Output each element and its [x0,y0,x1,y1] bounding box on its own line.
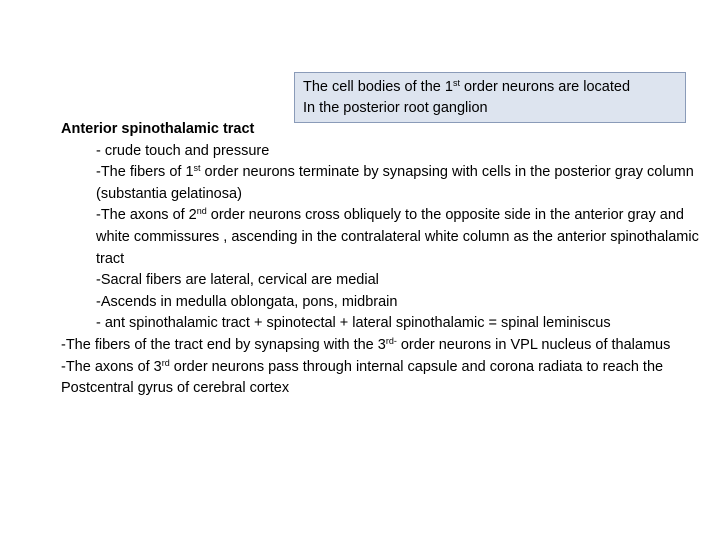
callout-line-1-text: The cell bodies of the 1 [303,79,453,95]
bullet-third-order-synapse-text-end: order neurons in VPL nucleus of thalamus [396,336,671,353]
bullet-ascends: -Ascends in medulla oblongata, pons, midbrain [96,293,398,310]
callout-line-1-text-end: order neurons are located [459,79,631,95]
bullet-second-order-axons-superscript: nd [196,206,207,217]
bullet-third-order-axons-superscript: rd [161,357,170,368]
callout-line-2: In the posterior root ganglion [303,100,488,116]
callout-line-1 [303,77,677,98]
bullet-second-order-axons-text: -The axons of 2 [96,207,197,224]
bullet-first-order-fibers-text-end: order neurons terminate by synapsing with cells in the posterior gray column (substantia gelatinosa) [96,164,694,202]
bullet-third-order-synapse [61,335,711,357]
bullet-third-order-axons-text: -The axons of 3 [61,358,162,375]
bullet-second-order-axons [61,205,711,270]
bullet-second-order-axons-text-end: order neurons cross obliquely to the opposite side in the anterior gray and white commissures , ascending in the contralateral white column as the anterior spinothalamic tract [96,207,699,267]
callout-box [294,72,686,123]
bullet-crude-touch: - crude touch and pressure [96,142,270,159]
slide-body [61,119,711,400]
bullet-third-order-axons-text-end: order neurons pass through internal capsule and corona radiata to reach the Postcentral gyrus of cerebral cortex [61,358,664,397]
bullet-sacral-fibers: -Sacral fibers are lateral, cervical are medial [96,272,379,289]
section-title: Anterior spinothalamic tract [61,121,255,137]
bullet-first-order-fibers-superscript: st [193,163,201,174]
bullet-third-order-synapse-text: -The fibers of the tract end by synapsing with the 3 [61,336,386,353]
callout-line-1-superscript: st [452,78,460,88]
bullet-third-order-axons [61,357,711,400]
bullet-first-order-fibers [61,162,711,205]
bullet-spinal-leminiscus: - ant spinothalamic tract + spinotectal + lateral spinothalamic = spinal leminiscus [96,315,611,332]
bullet-first-order-fibers-text: -The fibers of 1 [96,164,194,181]
bullet-third-order-synapse-superscript: rd- [385,335,397,346]
